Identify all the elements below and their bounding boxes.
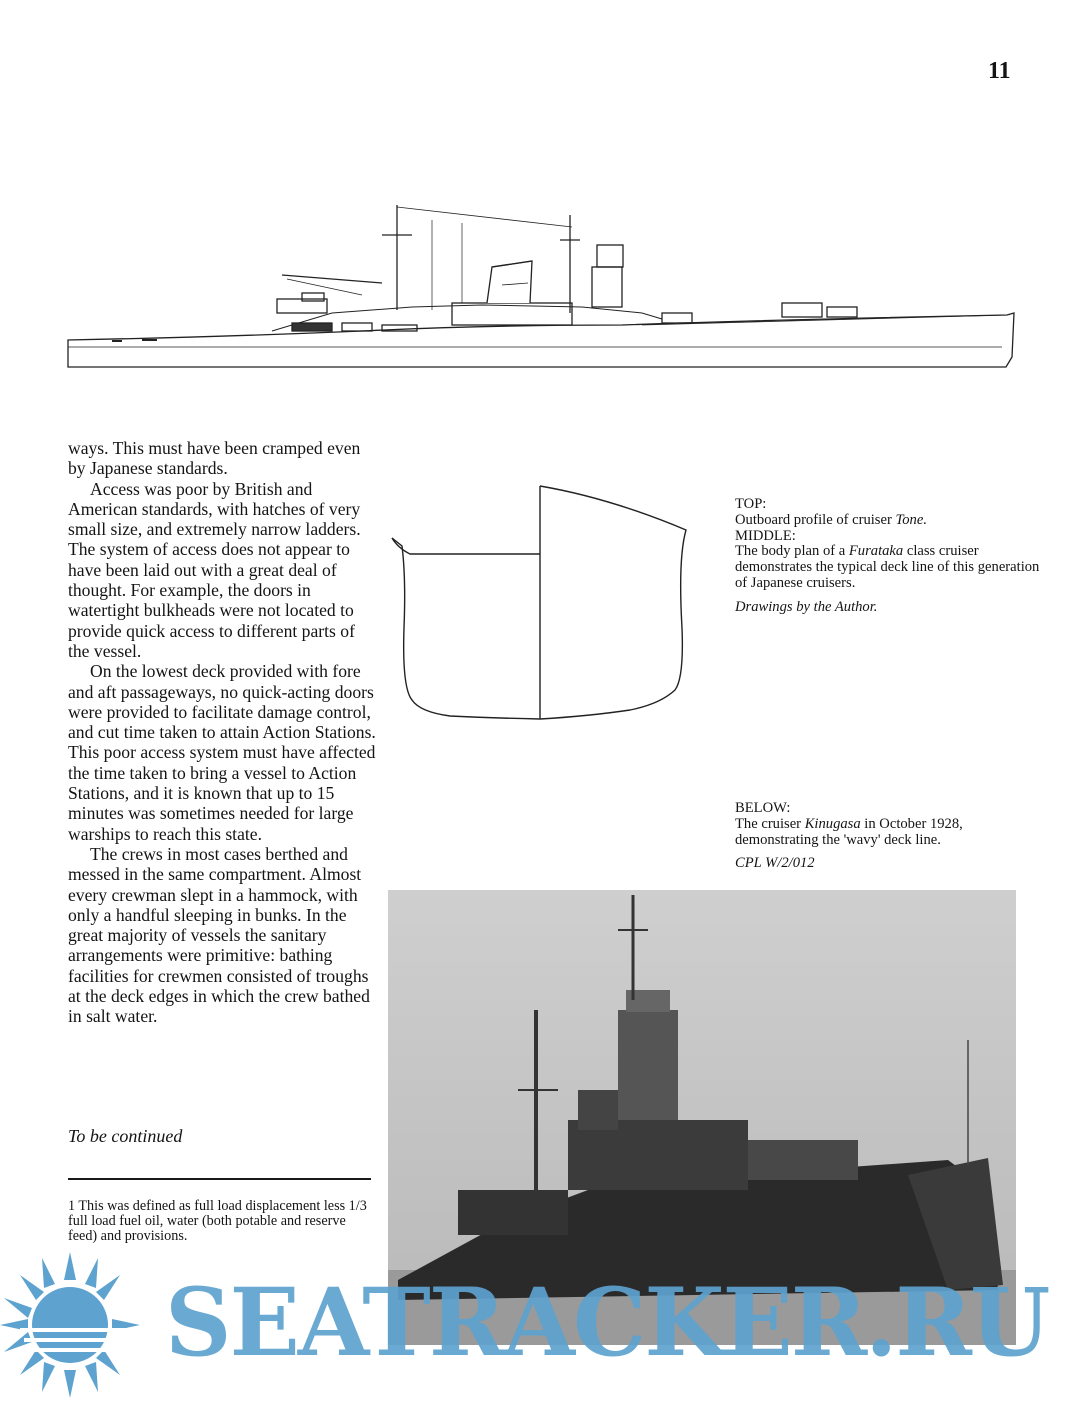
- body-plan-drawing: [390, 478, 700, 728]
- ship-profile-drawing: [62, 195, 1022, 380]
- drawings-caption: [735, 497, 1045, 616]
- to-be-continued: To be continued: [68, 1126, 183, 1146]
- caption-label-below: BELOW:: [735, 800, 791, 816]
- sun-logo-icon: [0, 1250, 170, 1400]
- paragraph: ways. This must have been cramped even by Japanese standards.: [68, 438, 361, 479]
- caption-credit: CPL W/2/012: [735, 855, 815, 872]
- paragraph: The crews in most cases berthed and messed in the same compartment. Almost every crewman slept in a hammock, with only a handful sleeping in bunks. In the great majority of vessels the sanitary arrangements were primitive: bathing facilities for crewmen consisted of troughs at the deck edges in which the crew bathed in salt water.: [68, 843, 370, 1027]
- footnote: 1 This was defined as full load displacement less 1/3 full load fuel oil, water (both potable and reserve feed) and provisions.: [68, 1198, 367, 1245]
- paragraph: Access was poor by British and American standards, with hatches of very small size, and extremely narrow ladders. The system of access does not appear to have been laid out with a great deal of thought. For example, the doors in watertight bulkheads were not located to provide quick access to different parts of the vessel.: [68, 478, 361, 661]
- photo-caption: [735, 801, 1045, 872]
- article-body: [68, 438, 378, 1027]
- caption-credit: Drawings by the Author.: [735, 598, 878, 615]
- caption-text: The body plan of a Furataka class cruiser demonstrates the typical deck line of this generation of Japanese cruisers.: [735, 543, 1040, 591]
- page-number: 11: [988, 58, 1011, 84]
- paragraph: On the lowest deck provided with fore and aft passageways, no quick-acting doors were provided to facilitate damage control, and cut time taken to attain Action Stations. This poor access system must have affected the time taken to bring a vessel to Action Stations, and it is known that up to 15 minutes was sometimes needed for large warships to reach this state.: [68, 661, 376, 844]
- footnote-rule: [68, 1178, 371, 1180]
- caption-text: Outboard profile of cruiser Tone.: [735, 511, 927, 528]
- caption-label-top: TOP:: [735, 496, 767, 512]
- watermark-text: SEATRACKER.RU: [165, 1268, 1049, 1378]
- caption-label-middle: MIDDLE:: [735, 527, 796, 544]
- caption-text: The cruiser Kinugasa in October 1928, demonstrating the 'wavy' deck line.: [735, 815, 963, 848]
